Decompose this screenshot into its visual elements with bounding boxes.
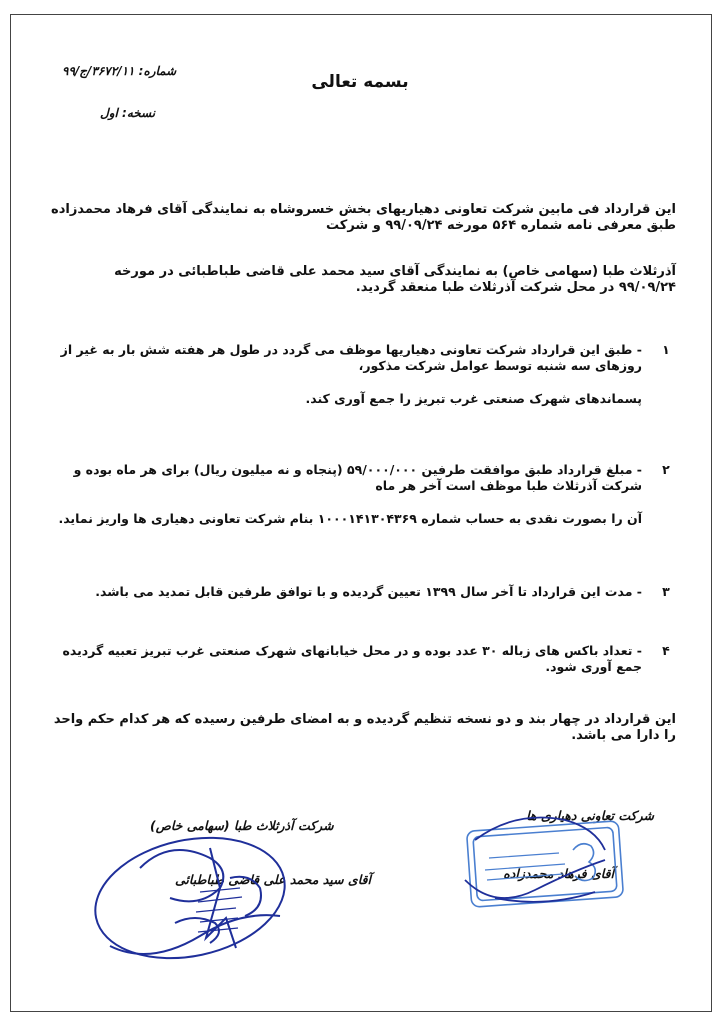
clause-text-line-1: - مبلغ قرارداد طبق موافقت طرفین ۵۹/۰۰۰/۰۰۰ (پنجاه و نه میلیون ریال) برای هر ماه بوده و شرکت آذرثلاث طبا موظف است آخر هر ماه <box>73 462 642 494</box>
right-signatory-company: شرکت تعاونی دهیاری ها <box>526 808 654 823</box>
clause-number: ۴ <box>662 643 670 658</box>
cooperative-stamp <box>455 810 635 915</box>
letter-number: شماره: ۳۶۷۲/۱۱/ج/۹۹ <box>62 64 177 78</box>
clause-4 <box>36 643 676 676</box>
clause-number: ۱ <box>662 342 670 357</box>
company-stamp-and-signature <box>80 828 310 968</box>
page-title: بسمه تعالی <box>311 72 409 92</box>
clause-text-line-1: - مدت این قرارداد تا آخر سال ۱۳۹۹ تعیین گردیده و با توافق طرفین قابل تمدید می باشد. <box>95 584 642 599</box>
closing-statement: این قرارداد در چهار بند و دو نسخه تنظیم گردیده و به امضای طرفین رسیده که هر کدام حکم واحد را دارا می باشد. <box>53 712 676 744</box>
left-signatory-company: شرکت آذرثلاث طبا (سهامی خاص) <box>150 818 334 833</box>
right-signatory-person: آقای فرهاد محمدزاده <box>503 866 614 881</box>
clause-text-line-2: آن را بصورت نقدی به حساب شماره ۱۰۰۰۱۴۱۳۰۴۳۶۹ بنام شرکت تعاونی دهیاری ها واریز نماید. <box>58 510 642 526</box>
clause-text-line-1: - تعداد باکس های زباله ۳۰ عدد بوده و در محل خیابانهای شهرک صنعتی غرب تبریز تعبیه گردیده جمع آوری شود. <box>62 643 642 675</box>
clause-2 <box>36 462 676 527</box>
clause-3 <box>36 584 676 600</box>
copy-label: نسخه: اول <box>100 106 156 120</box>
clause-text-line-2: پسماندهای شهرک صنعتی غرب تبریز را جمع آوری کند. <box>305 390 642 406</box>
clause-1 <box>36 342 676 407</box>
clause-number: ۲ <box>662 462 670 477</box>
intro-line-1: این قرارداد فی مابین شرکت تعاونی دهیاریهای بخش خسروشاه به نمایندگی آقای فرهاد محمدزاده طبق معرفی نامه شماره ۵۶۴ مورخه ۹۹/۰۹/۲۴ و شرکت <box>51 202 676 234</box>
intro-line-2: آذرثلاث طبا (سهامی خاص) به نمایندگی آقای سید محمد علی قاضی طباطبائی در مورخه ۹۹/۰۹/۲۴ در محل شرکت آذرثلاث طبا منعقد گردید. <box>114 264 676 296</box>
clause-number: ۳ <box>662 584 670 599</box>
clause-text-line-1: - طبق این قرارداد شرکت تعاونی دهیاریها موظف می گردد در طول هر هفته شش بار به غیر از روزهای سه شنبه توسط عوامل شرکت مذکور، <box>60 342 642 374</box>
left-signatory-person: آقای سید محمد علی قاضی طباطبائی <box>175 872 371 887</box>
